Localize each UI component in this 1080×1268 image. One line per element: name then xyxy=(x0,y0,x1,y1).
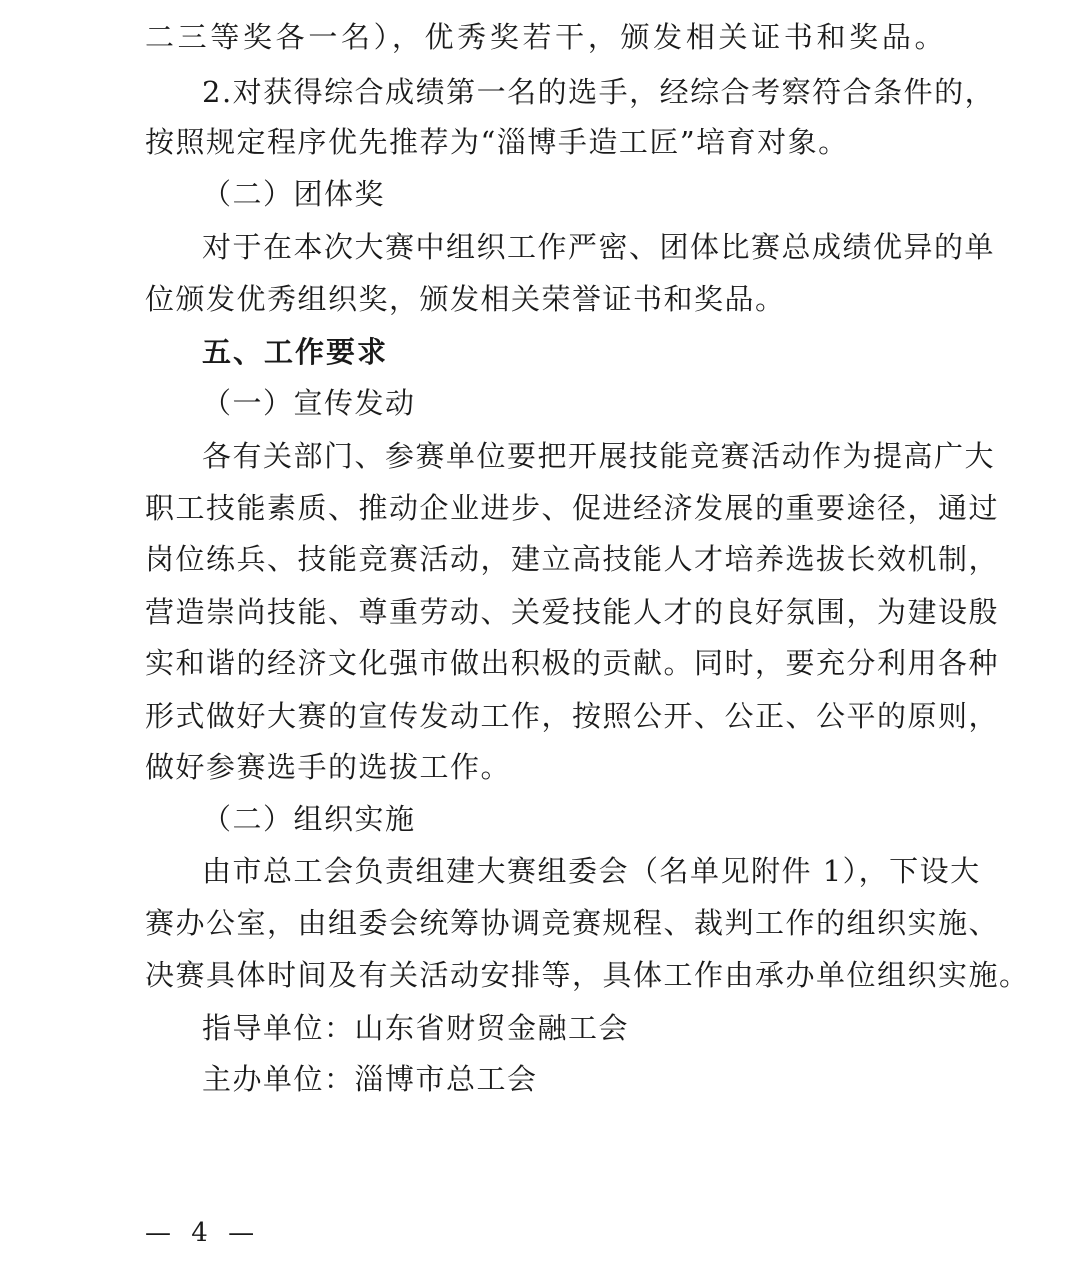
paragraph-line: 由市总工会负责组建大赛组委会（名单见附件 1），下设大 xyxy=(202,854,981,888)
paragraph-line: 营造崇尚技能、尊重劳动、关爱技能人才的良好氛围，为建设殷 xyxy=(145,595,1000,629)
paragraph-line: 按照规定程序优先推荐为“淄博手造工匠”培育对象。 xyxy=(145,125,849,159)
paragraph-line: 二三等奖各一名），优秀奖若干，颁发相关证书和奖品。 xyxy=(145,20,945,54)
section-heading-work-requirements: 五、工作要求 xyxy=(202,335,389,369)
paragraph-line: 2.对获得综合成绩第一名的选手，经综合考察符合条件的， xyxy=(202,75,996,109)
subheading-publicity: （一）宣传发动 xyxy=(202,386,416,420)
paragraph-line: 职工技能素质、推动企业进步、促进经济发展的重要途径，通过 xyxy=(145,491,1000,525)
paragraph-line: 对于在本次大赛中组织工作严密、团体比赛总成绩优异的单 xyxy=(202,230,996,264)
paragraph-line: 形式做好大赛的宣传发动工作，按照公开、公正、公平的原则， xyxy=(145,699,1000,733)
paragraph-line: 岗位练兵、技能竞赛活动，建立高技能人才培养选拔长效机制， xyxy=(145,542,1000,576)
subheading-organization: （二）组织实施 xyxy=(202,802,416,836)
paragraph-line: 做好参赛选手的选拔工作。 xyxy=(145,750,512,784)
paragraph-line: 决赛具体时间及有关活动安排等，具体工作由承办单位组织实施。 xyxy=(145,958,1030,992)
paragraph-line: 赛办公室，由组委会统筹协调竞赛规程、裁判工作的组织实施、 xyxy=(145,906,1000,940)
paragraph-line: 实和谐的经济文化强市做出积极的贡献。同时，要充分利用各种 xyxy=(145,646,1000,680)
paragraph-line: 各有关部门、参赛单位要把开展技能竞赛活动作为提高广大 xyxy=(202,439,996,473)
page-number: — 4 — xyxy=(145,1218,261,1248)
paragraph-line: 位颁发优秀组织奖，颁发相关荣誉证书和奖品。 xyxy=(145,282,786,316)
guiding-unit-line: 指导单位：山东省财贸金融工会 xyxy=(202,1011,630,1045)
subheading-team-award: （二）团体奖 xyxy=(202,177,386,211)
host-unit-line: 主办单位：淄博市总工会 xyxy=(202,1062,538,1096)
